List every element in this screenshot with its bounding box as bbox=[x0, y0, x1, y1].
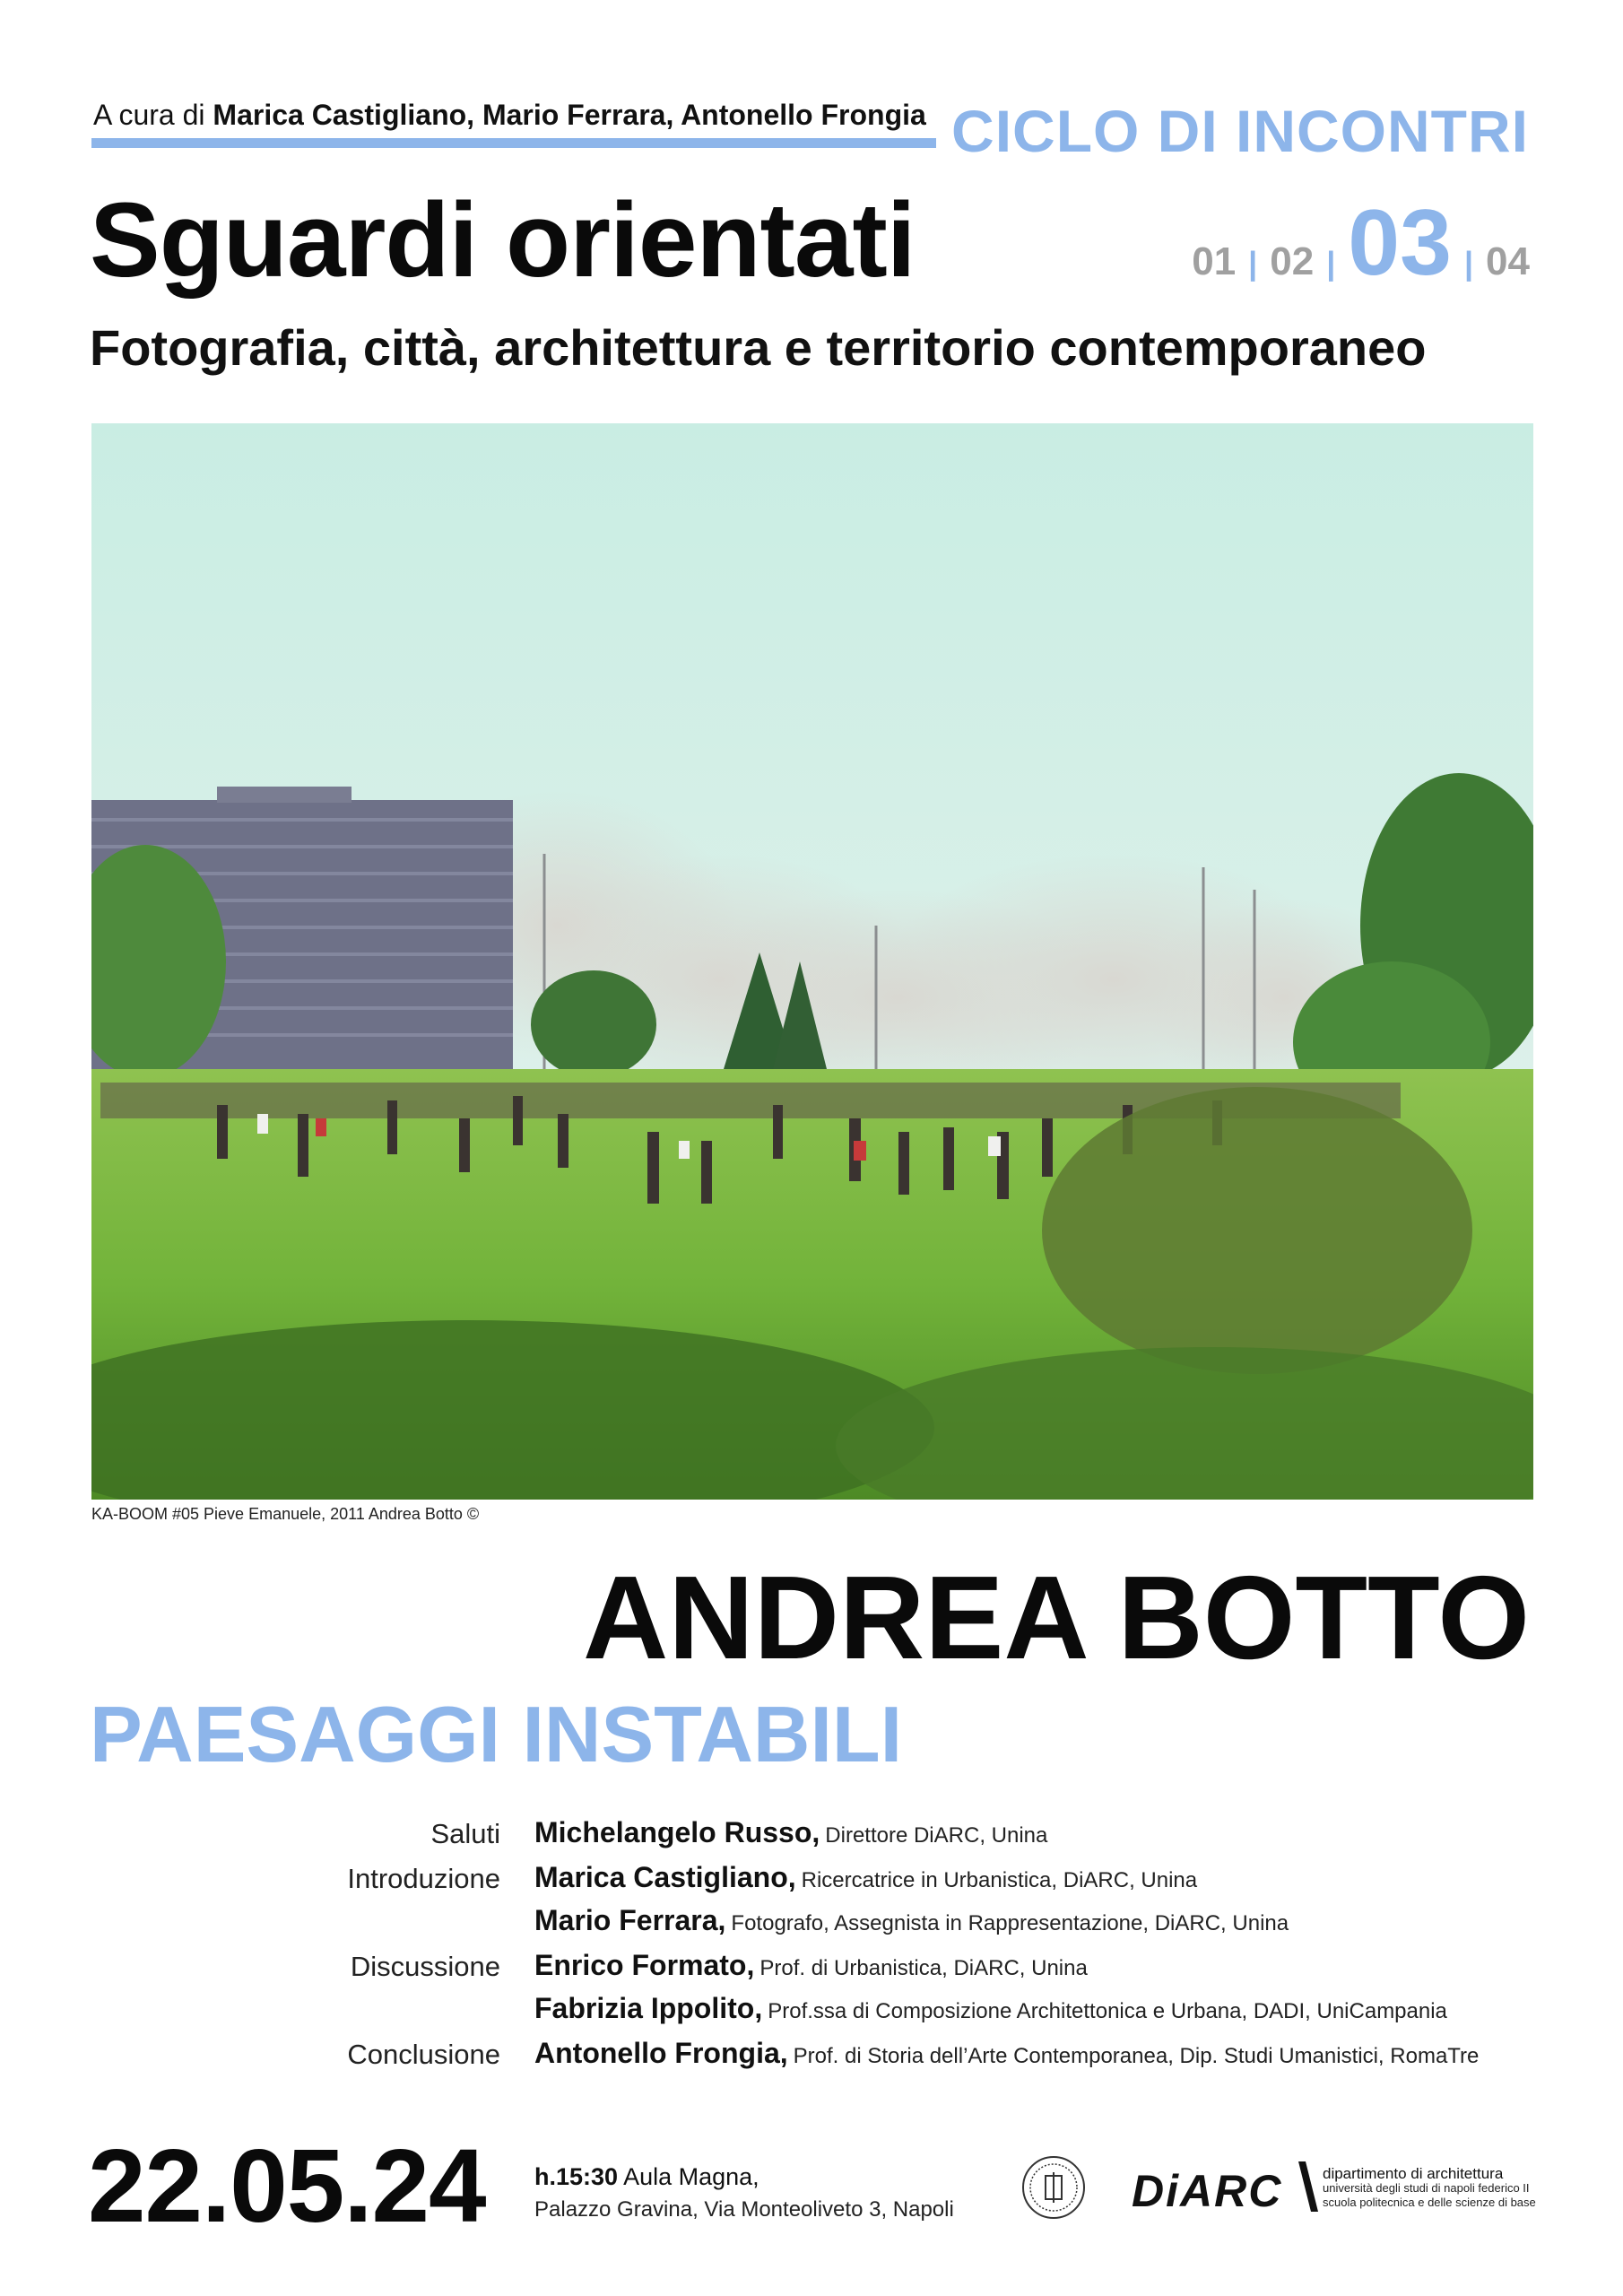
event-time-room bbox=[534, 2163, 759, 2191]
event-theme: PAESAGGI INSTABILI bbox=[90, 1690, 903, 1779]
curators-names: Marica Castigliano, Mario Ferrara, Antonello Frongia bbox=[213, 99, 926, 131]
person-name: Michelangelo Russo, bbox=[534, 1816, 820, 1848]
program-role: Discussione bbox=[350, 1951, 500, 1982]
event-photo bbox=[91, 423, 1533, 1500]
program-role: Conclusione bbox=[347, 2039, 500, 2070]
school-name: scuola politecnica e delle scienze di base bbox=[1323, 2196, 1536, 2209]
program-person bbox=[534, 2037, 1479, 2070]
photo-caption: KA-BOOM #05 Pieve Emanuele, 2011 Andrea Botto © bbox=[91, 1505, 480, 1523]
diarc-logo-slash bbox=[1297, 2161, 1320, 2212]
series-numbers bbox=[1192, 190, 1530, 297]
page-title: Sguardi orientati bbox=[90, 181, 916, 300]
series-number-03-active: 03 bbox=[1348, 191, 1452, 295]
person-description: Prof. di Urbanistica, DiARC, Unina bbox=[759, 1956, 1088, 1980]
photo-illustration bbox=[91, 423, 1533, 1500]
person-description: Direttore DiARC, Unina bbox=[825, 1823, 1048, 1848]
person-name: Fabrizia Ippolito, bbox=[534, 1992, 763, 2024]
program-person bbox=[534, 1904, 1289, 1937]
program-person bbox=[534, 1949, 1088, 1982]
person-description: Fotografo, Assegnista in Rappresentazione, DiARC, Unina bbox=[731, 1911, 1289, 1935]
separator: | bbox=[1463, 245, 1474, 282]
separator: | bbox=[1248, 245, 1258, 282]
series-number-04: 04 bbox=[1486, 239, 1530, 283]
curators-line bbox=[93, 99, 926, 132]
department-name: dipartimento di architettura bbox=[1323, 2165, 1504, 2182]
university-name: università degli studi di napoli federico II bbox=[1323, 2181, 1530, 2195]
program-row bbox=[0, 1904, 1623, 1947]
program-row bbox=[0, 1949, 1623, 1992]
page-subtitle: Fotografia, città, architettura e territorio contemporaneo bbox=[90, 319, 1427, 376]
person-name: Antonello Frongia, bbox=[534, 2037, 788, 2069]
event-room: Aula Magna, bbox=[623, 2163, 759, 2190]
program-row bbox=[0, 1861, 1623, 1904]
series-label: CICLO DI INCONTRI bbox=[951, 98, 1529, 164]
university-seal-icon bbox=[1020, 2154, 1087, 2221]
program-row bbox=[0, 1992, 1623, 2035]
person-name: Mario Ferrara, bbox=[534, 1904, 726, 1936]
speaker-name: ANDREA BOTTO bbox=[583, 1552, 1530, 1683]
program-row bbox=[0, 1816, 1623, 1859]
person-description: Prof.ssa di Composizione Architettonica e Urbana, DADI, UniCampania bbox=[768, 1999, 1447, 2023]
program-person bbox=[534, 1816, 1047, 1849]
person-description: Ricercatrice in Urbanistica, DiARC, Unina bbox=[801, 1868, 1198, 1892]
department-text bbox=[1323, 2167, 1547, 2210]
header-rule bbox=[91, 138, 936, 148]
program-row bbox=[0, 2037, 1623, 2080]
program-role: Saluti bbox=[430, 1818, 500, 1849]
series-number-02: 02 bbox=[1270, 239, 1315, 283]
series-number-01: 01 bbox=[1192, 239, 1237, 283]
program-role: Introduzione bbox=[347, 1863, 500, 1894]
person-name: Enrico Formato, bbox=[534, 1949, 755, 1981]
event-date: 22.05.24 bbox=[88, 2127, 486, 2244]
separator: | bbox=[1326, 245, 1336, 282]
person-name: Marica Castigliano, bbox=[534, 1861, 796, 1893]
diarc-logo: DiARC bbox=[1132, 2166, 1283, 2216]
program-person bbox=[534, 1861, 1197, 1894]
event-time: h.15:30 bbox=[534, 2163, 619, 2190]
program bbox=[0, 1816, 1623, 2080]
curators-prefix: A cura di bbox=[93, 99, 205, 131]
program-person bbox=[534, 1992, 1447, 2025]
event-address: Palazzo Gravina, Via Monteoliveto 3, Napoli bbox=[534, 2197, 954, 2222]
person-description: Prof. di Storia dell’Arte Contemporanea, Dip. Studi Umanistici, RomaTre bbox=[793, 2044, 1480, 2068]
